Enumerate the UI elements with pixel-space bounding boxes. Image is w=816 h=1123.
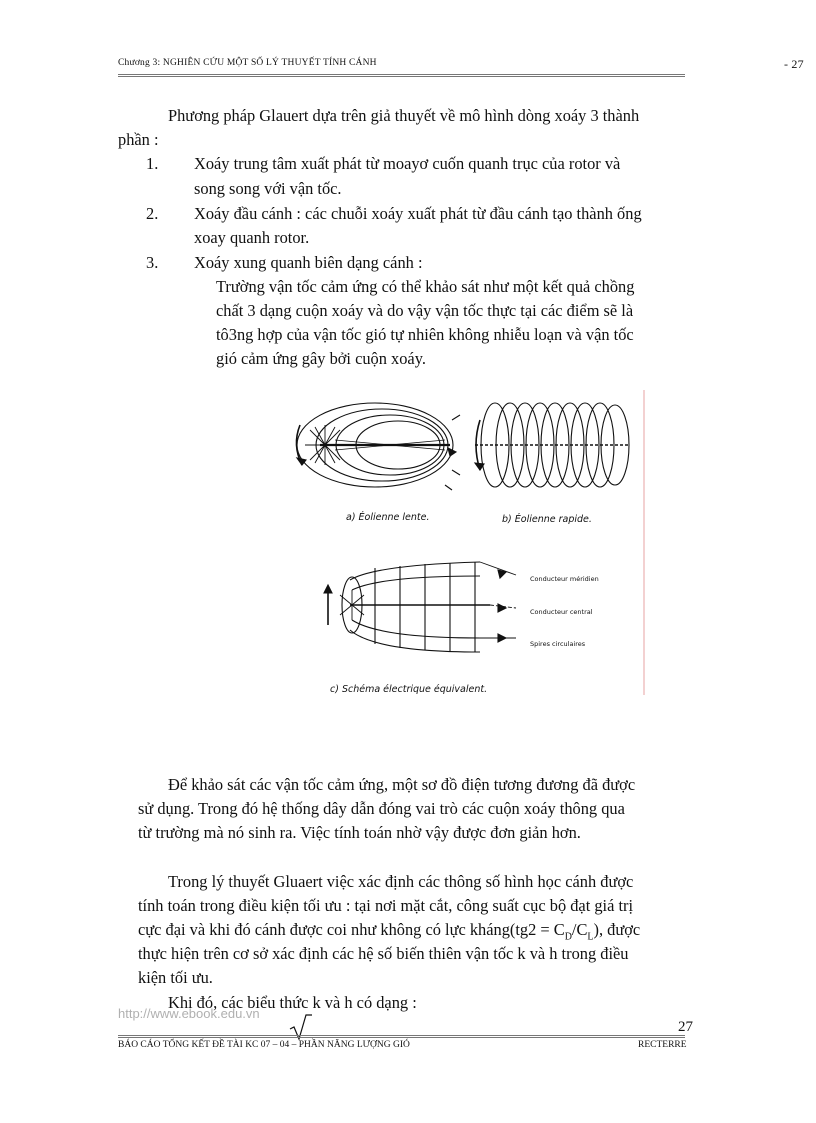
- vortex-figure: [280, 390, 650, 700]
- caption-c: c) Schéma électrique équivalent.: [330, 684, 488, 695]
- list-item-2-line-2: xoay quanh rotor.: [194, 228, 310, 247]
- list-item-2-line-1: Xoáy đầu cánh : các chuỗi xoáy xuất phát từ đầu cánh tạo thành ống: [194, 204, 642, 223]
- footer-page-number: 27: [678, 1019, 693, 1035]
- para3-line-4: thực hiện trên cơ sở xác định các hệ số biến thiên vận tốc k và h trong điều: [138, 944, 629, 963]
- item3-detail-line-3: tô3ng hợp của vận tốc gió tự nhiên không nhiễu loạn và vận tốc: [216, 325, 634, 344]
- item3-detail-line-4: gió cảm ứng gây bởi cuộn xoáy.: [216, 349, 426, 368]
- para3-slash: /C: [571, 920, 588, 939]
- para3-line-6: Khi đó, các biểu thức k và h có dạng :: [168, 993, 417, 1012]
- para3-line-1: Trong lý thuyết Gluaert việc xác định các thông số hình học cánh được: [168, 872, 634, 891]
- header-page-label: - 27: [784, 57, 804, 71]
- caption-b: b) Éolienne rapide.: [502, 514, 592, 525]
- list-item-3-line-1: Xoáy xung quanh biên dạng cánh :: [194, 253, 423, 272]
- label-conducteur-meridien: Conducteur méridien: [530, 575, 599, 583]
- para2-line-3: từ trường mà nó sinh ra. Việc tính toán nhờ vậy được đơn giản hơn.: [138, 823, 581, 842]
- diagram-schema-electrique: [324, 562, 516, 652]
- para3-line-5: kiện tối ưu.: [138, 968, 213, 987]
- intro-line-2: phần :: [118, 130, 159, 149]
- chapter-header: Chương 3: NGHIÊN CỨU MỘT SỐ LÝ THUYẾT TÍNH CÁNH: [118, 58, 377, 68]
- list-number-2: 2.: [146, 204, 159, 223]
- list-item-1-line-2: song song với vận tốc.: [194, 179, 342, 198]
- caption-a: a) Éolienne lente.: [346, 512, 430, 523]
- footer-org: RECTERRE: [638, 1040, 687, 1050]
- para3-line-2: tính toán trong điều kiện tối ưu : tại nơi mặt cắt, công suất cục bộ đạt giá trị: [138, 896, 634, 915]
- label-spires-circulaires: Spires circulaires: [530, 640, 586, 648]
- diagram-eolienne-lente: [296, 403, 460, 490]
- footer-rule: [118, 1035, 685, 1038]
- list-item-1-line-1: Xoáy trung tâm xuất phát từ moayơ cuốn quanh trục của rotor và: [194, 154, 621, 173]
- para2-line-1: Để khảo sát các vận tốc cảm ứng, một sơ đồ điện tương đương đã được: [168, 775, 636, 794]
- list-number-3: 3.: [146, 253, 159, 272]
- watermark-link[interactable]: http://www.ebook.edu.vn: [118, 1006, 260, 1021]
- para2-line-2: sử dụng. Trong đó hệ thống dây dẫn đóng vai trò các cuộn xoáy thông qua: [138, 799, 625, 818]
- list-number-1: 1.: [146, 154, 159, 173]
- item3-detail-line-2: chất 3 dạng cuộn xoáy và do vậy vận tốc thực tại các điểm sẽ là: [216, 301, 634, 320]
- item3-detail-line-1: Trường vận tốc cảm ứng có thể khảo sát như một kết quả chồng: [216, 277, 635, 296]
- rotor-star-a: [305, 425, 345, 465]
- para3-line-3-post: ), được: [593, 920, 641, 939]
- subscript-l: L: [587, 931, 594, 943]
- label-conducteur-central: Conducteur central: [530, 608, 593, 616]
- footer-report-title: BÁO CÁO TỔNG KẾT ĐỀ TÀI KC 07 – 04 – PHẦN NĂNG LƯỢNG GIÓ: [118, 1040, 410, 1050]
- subscript-d: D: [564, 931, 572, 943]
- diagram-eolienne-rapide: [475, 403, 630, 487]
- intro-line-1: Phương pháp Glauert dựa trên giả thuyết về mô hình dòng xoáy 3 thành: [168, 106, 640, 125]
- header-rule: [118, 74, 685, 77]
- para3-line-3-pre: cực đại và khi đó cánh được coi như không có lực kháng(tg2 = C: [138, 920, 565, 939]
